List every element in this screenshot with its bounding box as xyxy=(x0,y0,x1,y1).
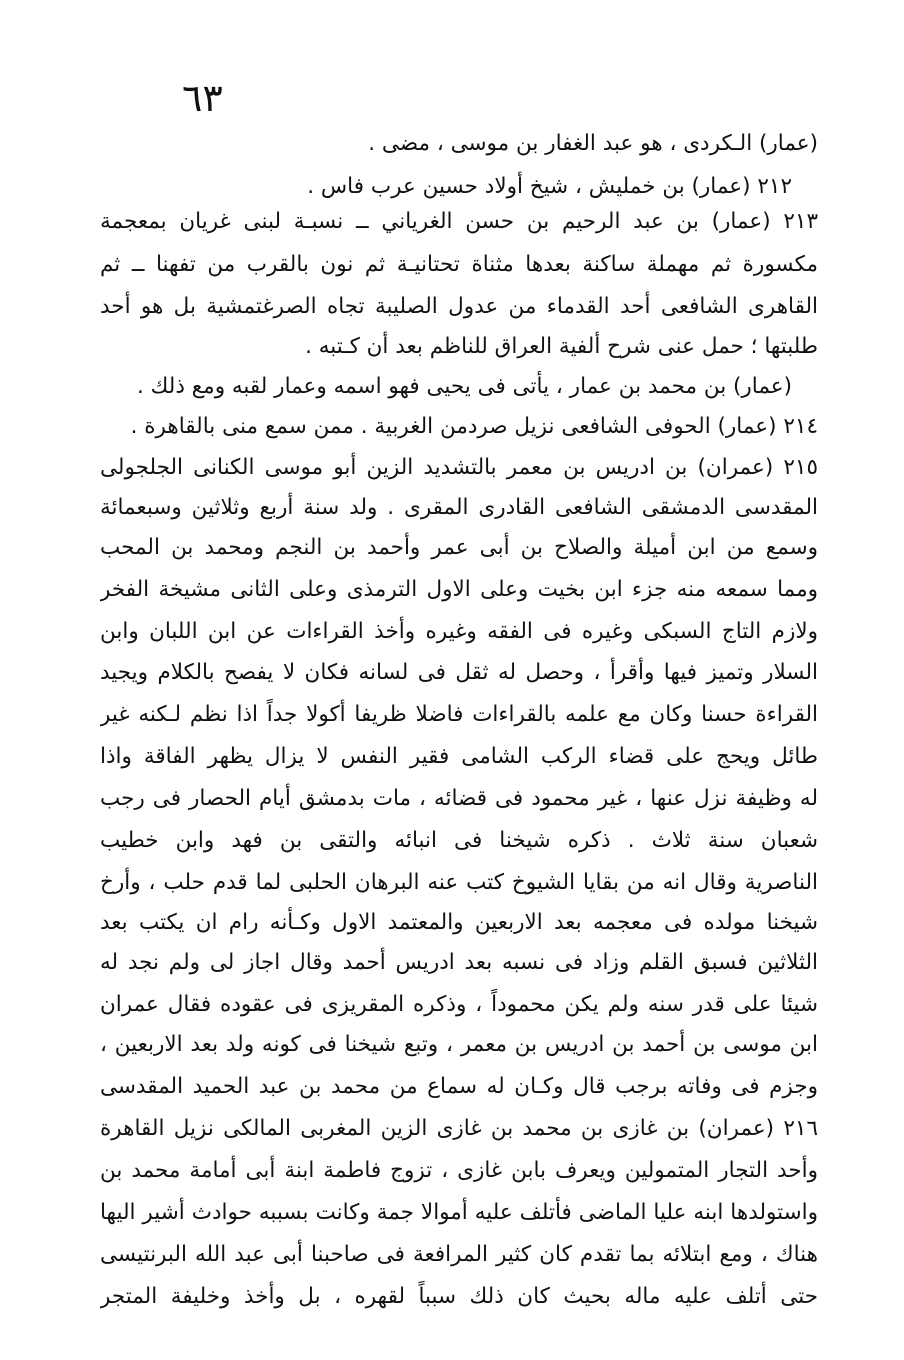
text-line: ٢١٣ (عمار) بن عبد الرحيم بن حسن الغرياني ــ نسبـة لبنى غريان بمعجمة xyxy=(100,209,818,234)
text-line: ومما سمعه منه جزء ابن بخيت وعلى الاول الترمذى وعلى الثانى مشيخة الفخر xyxy=(100,577,818,602)
text-line: الثلاثين فسبق القلم وزاد فى نسبه بعد ادريس أحمد وقال اجاز لى ولم نجد له xyxy=(100,950,818,975)
text-line: ٢١٢ (عمار) بن خمليش ، شيخ أولاد حسين عرب فاس . xyxy=(307,174,792,199)
text-line: طائل ويحج على قضاء الركب الشامى فقير النفس لا يزال يظهر الفاقة واذا xyxy=(100,744,818,769)
text-line: ٢١٥ (عمران) بن ادريس بن معمر بالتشديد الزين أبو موسى الكنانى الجلجولى xyxy=(100,455,818,480)
text-line: وجزم فى وفاته برجب قال وكـان له سماع من محمد بن عبد الحميد المقدسى xyxy=(100,1074,818,1099)
text-line: واستولدها ابنه عليا الماضى فأتلف عليه أموالا جمة وكانت بسببه حوادث أشير اليها xyxy=(100,1200,818,1225)
text-line: الناصرية وقال انه من بقايا الشيوخ كتب عنه البرهان الحلبى لما قدم حلب ، وأرخ xyxy=(100,870,818,895)
text-line: شعبان سنة ثلاث . ذكره شيخنا فى انبائه والتقى بن فهد وابن خطيب xyxy=(100,828,818,853)
text-line: ٢١٤ (عمار) الحوفى الشافعى نزيل صردمن الغربية . ممن سمع منى بالقاهرة . xyxy=(130,414,818,439)
text-line: ولازم التاج السبكى وغيره فى الفقه وغيره وأخذ القراءات عن ابن اللبان وابن xyxy=(100,619,818,644)
text-line: السلار وتميز فيها وأقرأ ، وحصل له ثقل فى لسانه فكان لا يفصح بالكلام ويجيد xyxy=(100,660,818,685)
text-line: المقدسى الدمشقى الشافعى القادرى المقرى . ولد سنة أربع وثلاثين وسبعمائة xyxy=(100,495,818,520)
text-line: شيخنا مولده فى معجمه بعد الاربعين والمعتمد الاول وكـأنه رام ان يكتب بعد xyxy=(100,910,818,935)
text-line: طلبتها ؛ حمل عنى شرح ألفية العراق للناظم بعد أن كـتبه . xyxy=(305,334,818,359)
text-line: القاهرى الشافعى أحد القدماء من عدول الصليبة تجاه الصرغتمشية بل هو أحد xyxy=(100,294,818,319)
text-line: (عمار) الـكردى ، هو عبد الغفار بن موسى ، مضى . xyxy=(368,131,818,156)
text-line: له وظيفة نزل عنها ، غير محمود فى قضائه ، مات بدمشق أيام الحصار فى رجب xyxy=(100,786,818,811)
text-line: مكسورة ثم مهملة ساكنة بعدها مثناة تحتانيـة ثم نون بالقرب من تفهنا ــ ثم xyxy=(100,252,818,277)
text-line: هناك ، ومع ابتلائه بما تقدم كان كثير المرافعة فى صاحبنا أبى عبد الله البرنتيسى xyxy=(100,1242,818,1267)
text-line: ٢١٦ (عمران) بن غازى بن محمد بن غازى الزين المغربى المالكى نزيل القاهرة xyxy=(100,1116,818,1141)
text-line: (عمار) بن محمد بن عمار ، يأتى فى يحيى فهو اسمه وعمار لقبه ومع ذلك . xyxy=(136,374,792,399)
text-line: حتى أتلف عليه ماله بحيث كان ذلك سبباً لقهره ، بل وأخذ وخليفة المتجر xyxy=(100,1284,818,1309)
text-line: شيئا على قدر سنه ولم يكن محموداً ، وذكره المقريزى فى عقوده فقال عمران xyxy=(100,992,818,1017)
text-line: ابن موسى بن أحمد بن ادريس بن معمر ، وتبع شيخنا فى كونه ولد بعد الاربعين ، xyxy=(100,1032,818,1057)
text-line: وسمع من ابن أميلة والصلاح بن أبى عمر وأحمد بن النجم ومحمد بن المحب xyxy=(100,535,818,560)
page-number: ٦٣ xyxy=(182,76,223,120)
text-line: وأحد التجار المتمولين ويعرف بابن غازى ، تزوج فاطمة ابنة أبى أمامة محمد بن xyxy=(100,1158,818,1183)
text-line: القراءة حسنا وكان مع علمه بالقراءات فاضلا ظريفا أكولا جداً اذا نظم لـكنه غير xyxy=(100,702,818,727)
